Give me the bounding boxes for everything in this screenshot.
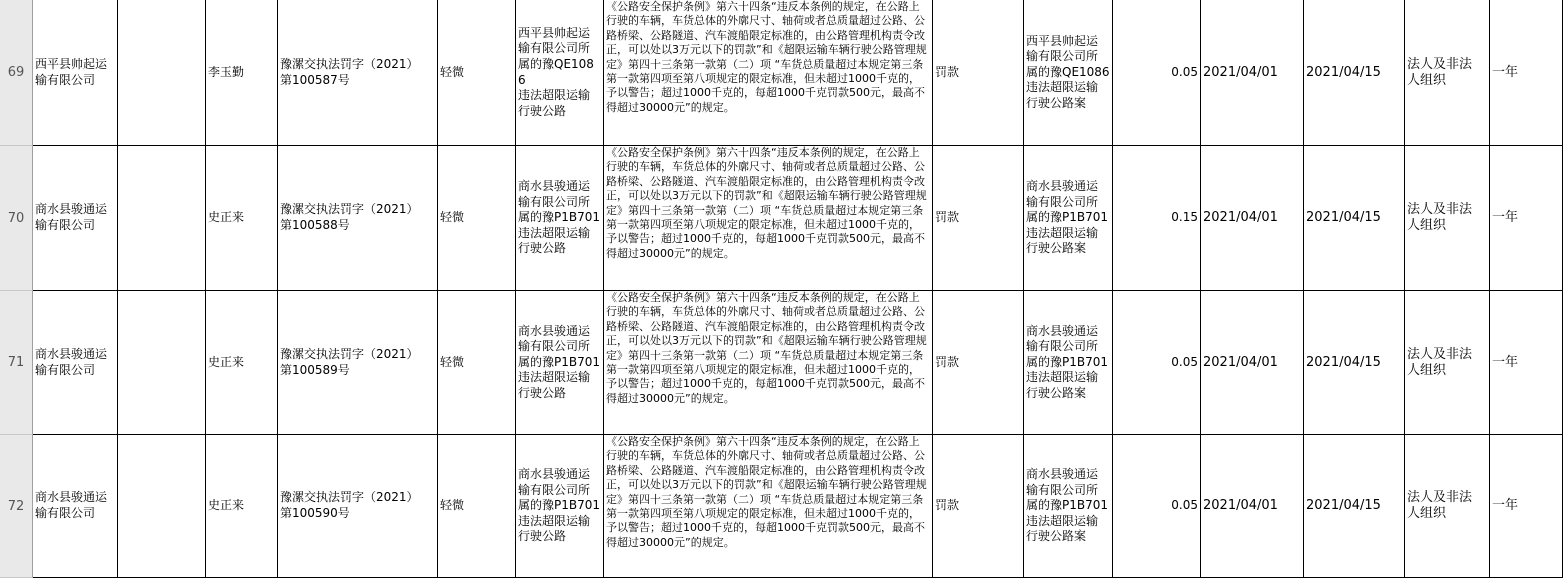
cell-category[interactable]	[1405, 291, 1490, 435]
cell-legal-basis[interactable]	[604, 435, 933, 578]
cell-penalty-type-text: 罚款	[935, 64, 960, 79]
cell-penalty-type-text: 罚款	[935, 210, 960, 225]
cell-valid-date[interactable]	[1304, 0, 1405, 146]
table-row	[0, 291, 1563, 435]
cell-publicity-period[interactable]	[1490, 435, 1563, 578]
cell-penalty-type[interactable]	[933, 291, 1024, 435]
cell-decision-date[interactable]	[1201, 146, 1304, 291]
cell-document-number-text: 豫漯交执法罚字（2021） 第100588号	[280, 202, 419, 232]
cell-severity-text: 轻微	[440, 354, 465, 369]
cell-decision-date[interactable]	[1201, 435, 1304, 578]
cell-severity-text: 轻微	[440, 64, 465, 79]
cell-publicity-period[interactable]	[1490, 291, 1563, 435]
cell-severity[interactable]	[438, 291, 516, 435]
cell-publicity-period[interactable]	[1490, 146, 1563, 291]
cell-empty[interactable]	[118, 435, 206, 578]
cell-severity-text: 轻微	[440, 210, 465, 225]
cell-publicity-period-text: 一年	[1492, 498, 1519, 513]
cell-person[interactable]	[206, 146, 278, 291]
cell-category[interactable]	[1405, 0, 1490, 146]
cell-facts[interactable]	[516, 146, 604, 291]
cell-penalty-type[interactable]	[933, 146, 1024, 291]
row-header[interactable]: 71	[0, 291, 33, 435]
cell-penalty-content-text: 商水县骏通运 输有限公司所 属的豫P1B701 违法超限运输 行驶公路案	[1026, 467, 1109, 544]
cell-document-number-text: 豫漯交执法罚字（2021） 第100587号	[280, 56, 419, 87]
cell-category[interactable]	[1405, 146, 1490, 291]
cell-valid-date-text: 2021/04/15	[1306, 498, 1381, 513]
cell-severity-text: 轻微	[440, 498, 465, 513]
cell-category-text: 法人及非法 人组织	[1407, 202, 1473, 233]
cell-person-text: 史正来	[208, 498, 245, 513]
cell-person[interactable]	[206, 291, 278, 435]
cell-document-number[interactable]	[278, 291, 438, 435]
cell-decision-date[interactable]	[1201, 291, 1304, 435]
cell-penalty-type-text: 罚款	[935, 354, 960, 369]
cell-person[interactable]	[206, 435, 278, 578]
cell-decision-date-text: 2021/04/01	[1203, 498, 1278, 513]
row-header[interactable]: 72	[0, 435, 33, 578]
cell-person-text: 史正来	[208, 354, 245, 369]
cell-valid-date[interactable]	[1304, 435, 1405, 578]
cell-valid-date[interactable]	[1304, 291, 1405, 435]
cell-penalty-type[interactable]	[933, 0, 1024, 146]
cell-category[interactable]	[1405, 435, 1490, 578]
cell-penalty-type[interactable]	[933, 435, 1024, 578]
table-row	[0, 435, 1563, 578]
cell-publicity-period-text: 一年	[1492, 64, 1519, 80]
cell-company[interactable]	[33, 0, 118, 146]
cell-company[interactable]	[33, 291, 118, 435]
cell-severity[interactable]	[438, 0, 516, 146]
cell-valid-date-text: 2021/04/15	[1306, 354, 1381, 370]
cell-facts-text: 商水县骏通运 输有限公司所 属的豫P1B701 违法超限运输 行驶公路	[518, 179, 601, 256]
cell-penalty-content[interactable]	[1024, 146, 1113, 291]
cell-amount-text: 0.15	[1171, 210, 1198, 225]
cell-empty[interactable]	[118, 146, 206, 291]
cell-valid-date[interactable]	[1304, 146, 1405, 291]
cell-facts-text: 西平县帅起运 输有限公司所 属的豫QE1086 违法超限运输 行驶公路	[518, 25, 594, 118]
cell-amount-text: 0.05	[1171, 498, 1198, 513]
cell-category-text: 法人及非法 人组织	[1407, 490, 1473, 521]
table-row	[0, 146, 1563, 291]
cell-company-text: 商水县骏通运 输有限公司	[35, 202, 108, 232]
cell-legal-basis-text: 《公路安全保护条例》第六十四条“违反本条例的规定，在公路上行驶的车辆，车货总体的外廓尺寸、轴荷或者总质量超过公路、公路桥梁、公路隧道、汽车渡船限定标准的，由公路管理机构责令改正，可以处以3万元以下的罚款”和《超限运输车辆行驶公路管理规定》第四十三条第一款第（二）项 “车货总质量超过本规定第三条第一款第四项至第八项规定的限定标准，但未超过1000千克的，予以警告；超过1000千克的，每超1000千克罚款500元，最高不得超过30000元”的规定。	[606, 146, 927, 260]
row-header[interactable]: 70	[0, 146, 33, 291]
cell-amount[interactable]	[1113, 0, 1201, 146]
cell-facts-text: 商水县骏通运 输有限公司所 属的豫P1B701 违法超限运输 行驶公路	[518, 467, 601, 544]
cell-facts-text: 商水县骏通运 输有限公司所 属的豫P1B701 违法超限运输 行驶公路	[518, 323, 601, 400]
cell-document-number-text: 豫漯交执法罚字（2021） 第100590号	[280, 490, 419, 520]
cell-publicity-period-text: 一年	[1492, 210, 1519, 225]
cell-penalty-content[interactable]	[1024, 291, 1113, 435]
cell-legal-basis-text: 《公路安全保护条例》第六十四条“违反本条例的规定，在公路上行驶的车辆，车货总体的外廓尺寸、轴荷或者总质量超过公路、公路桥梁、公路隧道、汽车渡船限定标准的，由公路管理机构责令改正，可以处以3万元以下的罚款”和《超限运输车辆行驶公路管理规定》第四十三条第一款第（二）项 “车货总质量超过本规定第三条第一款第四项至第八项规定的限定标准，但未超过1000千克的，予以警告；超过1000千克的，每超1000千克罚款500元，最高不得超过30000元”的规定。	[606, 291, 927, 405]
cell-amount-text: 0.05	[1171, 354, 1198, 369]
cell-company[interactable]	[33, 435, 118, 578]
cell-facts[interactable]	[516, 0, 604, 146]
cell-empty[interactable]	[118, 291, 206, 435]
cell-amount[interactable]	[1113, 146, 1201, 291]
cell-category-text: 法人及非法 人组织	[1407, 56, 1473, 88]
cell-penalty-content-text: 西平县帅起运 输有限公司所 属的豫QE1086 违法超限运输 行驶公路案	[1026, 33, 1110, 110]
cell-company-text: 商水县骏通运 输有限公司	[35, 490, 108, 520]
cell-legal-basis-text: 《公路安全保护条例》第六十四条“违反本条例的规定，在公路上行驶的车辆，车货总体的外廓尺寸、轴荷或者总质量超过公路、公路桥梁、公路隧道、汽车渡船限定标准的，由公路管理机构责令改正，可以处以3万元以下的罚款”和《超限运输车辆行驶公路管理规定》第四十三条第一款第（二）项 “车货总质量超过本规定第三条第一款第四项至第八项规定的限定标准，但未超过1000千克的，予以警告；超过1000千克的，每超1000千克罚款500元，最高不得超过30000元”的规定。	[606, 435, 927, 549]
cell-facts[interactable]	[516, 291, 604, 435]
cell-company-text: 西平县帅起运 输有限公司	[35, 56, 108, 87]
cell-company[interactable]	[33, 146, 118, 291]
cell-penalty-content-text: 商水县骏通运 输有限公司所 属的豫P1B701 违法超限运输 行驶公路案	[1026, 179, 1109, 256]
cell-severity[interactable]	[438, 146, 516, 291]
cell-category-text: 法人及非法 人组织	[1407, 346, 1473, 378]
cell-document-number[interactable]	[278, 0, 438, 146]
cell-legal-basis[interactable]	[604, 291, 933, 435]
cell-penalty-type-text: 罚款	[935, 498, 960, 513]
cell-severity[interactable]	[438, 435, 516, 578]
cell-legal-basis[interactable]	[604, 146, 933, 291]
cell-facts[interactable]	[516, 435, 604, 578]
cell-document-number-text: 豫漯交执法罚字（2021） 第100589号	[280, 346, 419, 377]
cell-empty[interactable]	[118, 0, 206, 146]
cell-penalty-content[interactable]	[1024, 435, 1113, 578]
cell-valid-date-text: 2021/04/15	[1306, 64, 1381, 80]
cell-legal-basis-text: 《公路安全保护条例》第六十四条“违反本条例的规定，在公路上行驶的车辆，车货总体的外廓尺寸、轴荷或者总质量超过公路、公路桥梁、公路隧道、汽车渡船限定标准的，由公路管理机构责令改正，可以处以3万元以下的罚款”和《超限运输车辆行驶公路管理规定》第四十三条第一款第（二）项 “车货总质量超过本规定第三条第一款第四项至第八项规定的限定标准，但未超过1000千克的，予以警告；超过1000千克的，每超1000千克罚款500元，最高不得超过30000元”的规定。	[606, 0, 927, 114]
table-row	[0, 0, 1563, 146]
cell-amount[interactable]	[1113, 435, 1201, 578]
cell-decision-date[interactable]	[1201, 0, 1304, 146]
cell-legal-basis[interactable]	[604, 0, 933, 146]
cell-publicity-period[interactable]	[1490, 0, 1563, 146]
cell-penalty-content[interactable]	[1024, 0, 1113, 146]
cell-penalty-content-text: 商水县骏通运 输有限公司所 属的豫P1B701 违法超限运输 行驶公路案	[1026, 323, 1109, 400]
cell-amount-text: 0.05	[1171, 64, 1198, 79]
row-header[interactable]: 69	[0, 0, 33, 146]
cell-person[interactable]	[206, 0, 278, 146]
cell-decision-date-text: 2021/04/01	[1203, 210, 1278, 225]
cell-company-text: 商水县骏通运 输有限公司	[35, 346, 108, 377]
cell-publicity-period-text: 一年	[1492, 354, 1519, 370]
cell-document-number[interactable]	[278, 146, 438, 291]
cell-person-text: 史正来	[208, 210, 245, 225]
cell-valid-date-text: 2021/04/15	[1306, 210, 1381, 225]
cell-document-number[interactable]	[278, 435, 438, 578]
cell-decision-date-text: 2021/04/01	[1203, 354, 1278, 370]
cell-amount[interactable]	[1113, 291, 1201, 435]
cell-decision-date-text: 2021/04/01	[1203, 64, 1278, 80]
cell-person-text: 李玉勤	[208, 64, 245, 79]
